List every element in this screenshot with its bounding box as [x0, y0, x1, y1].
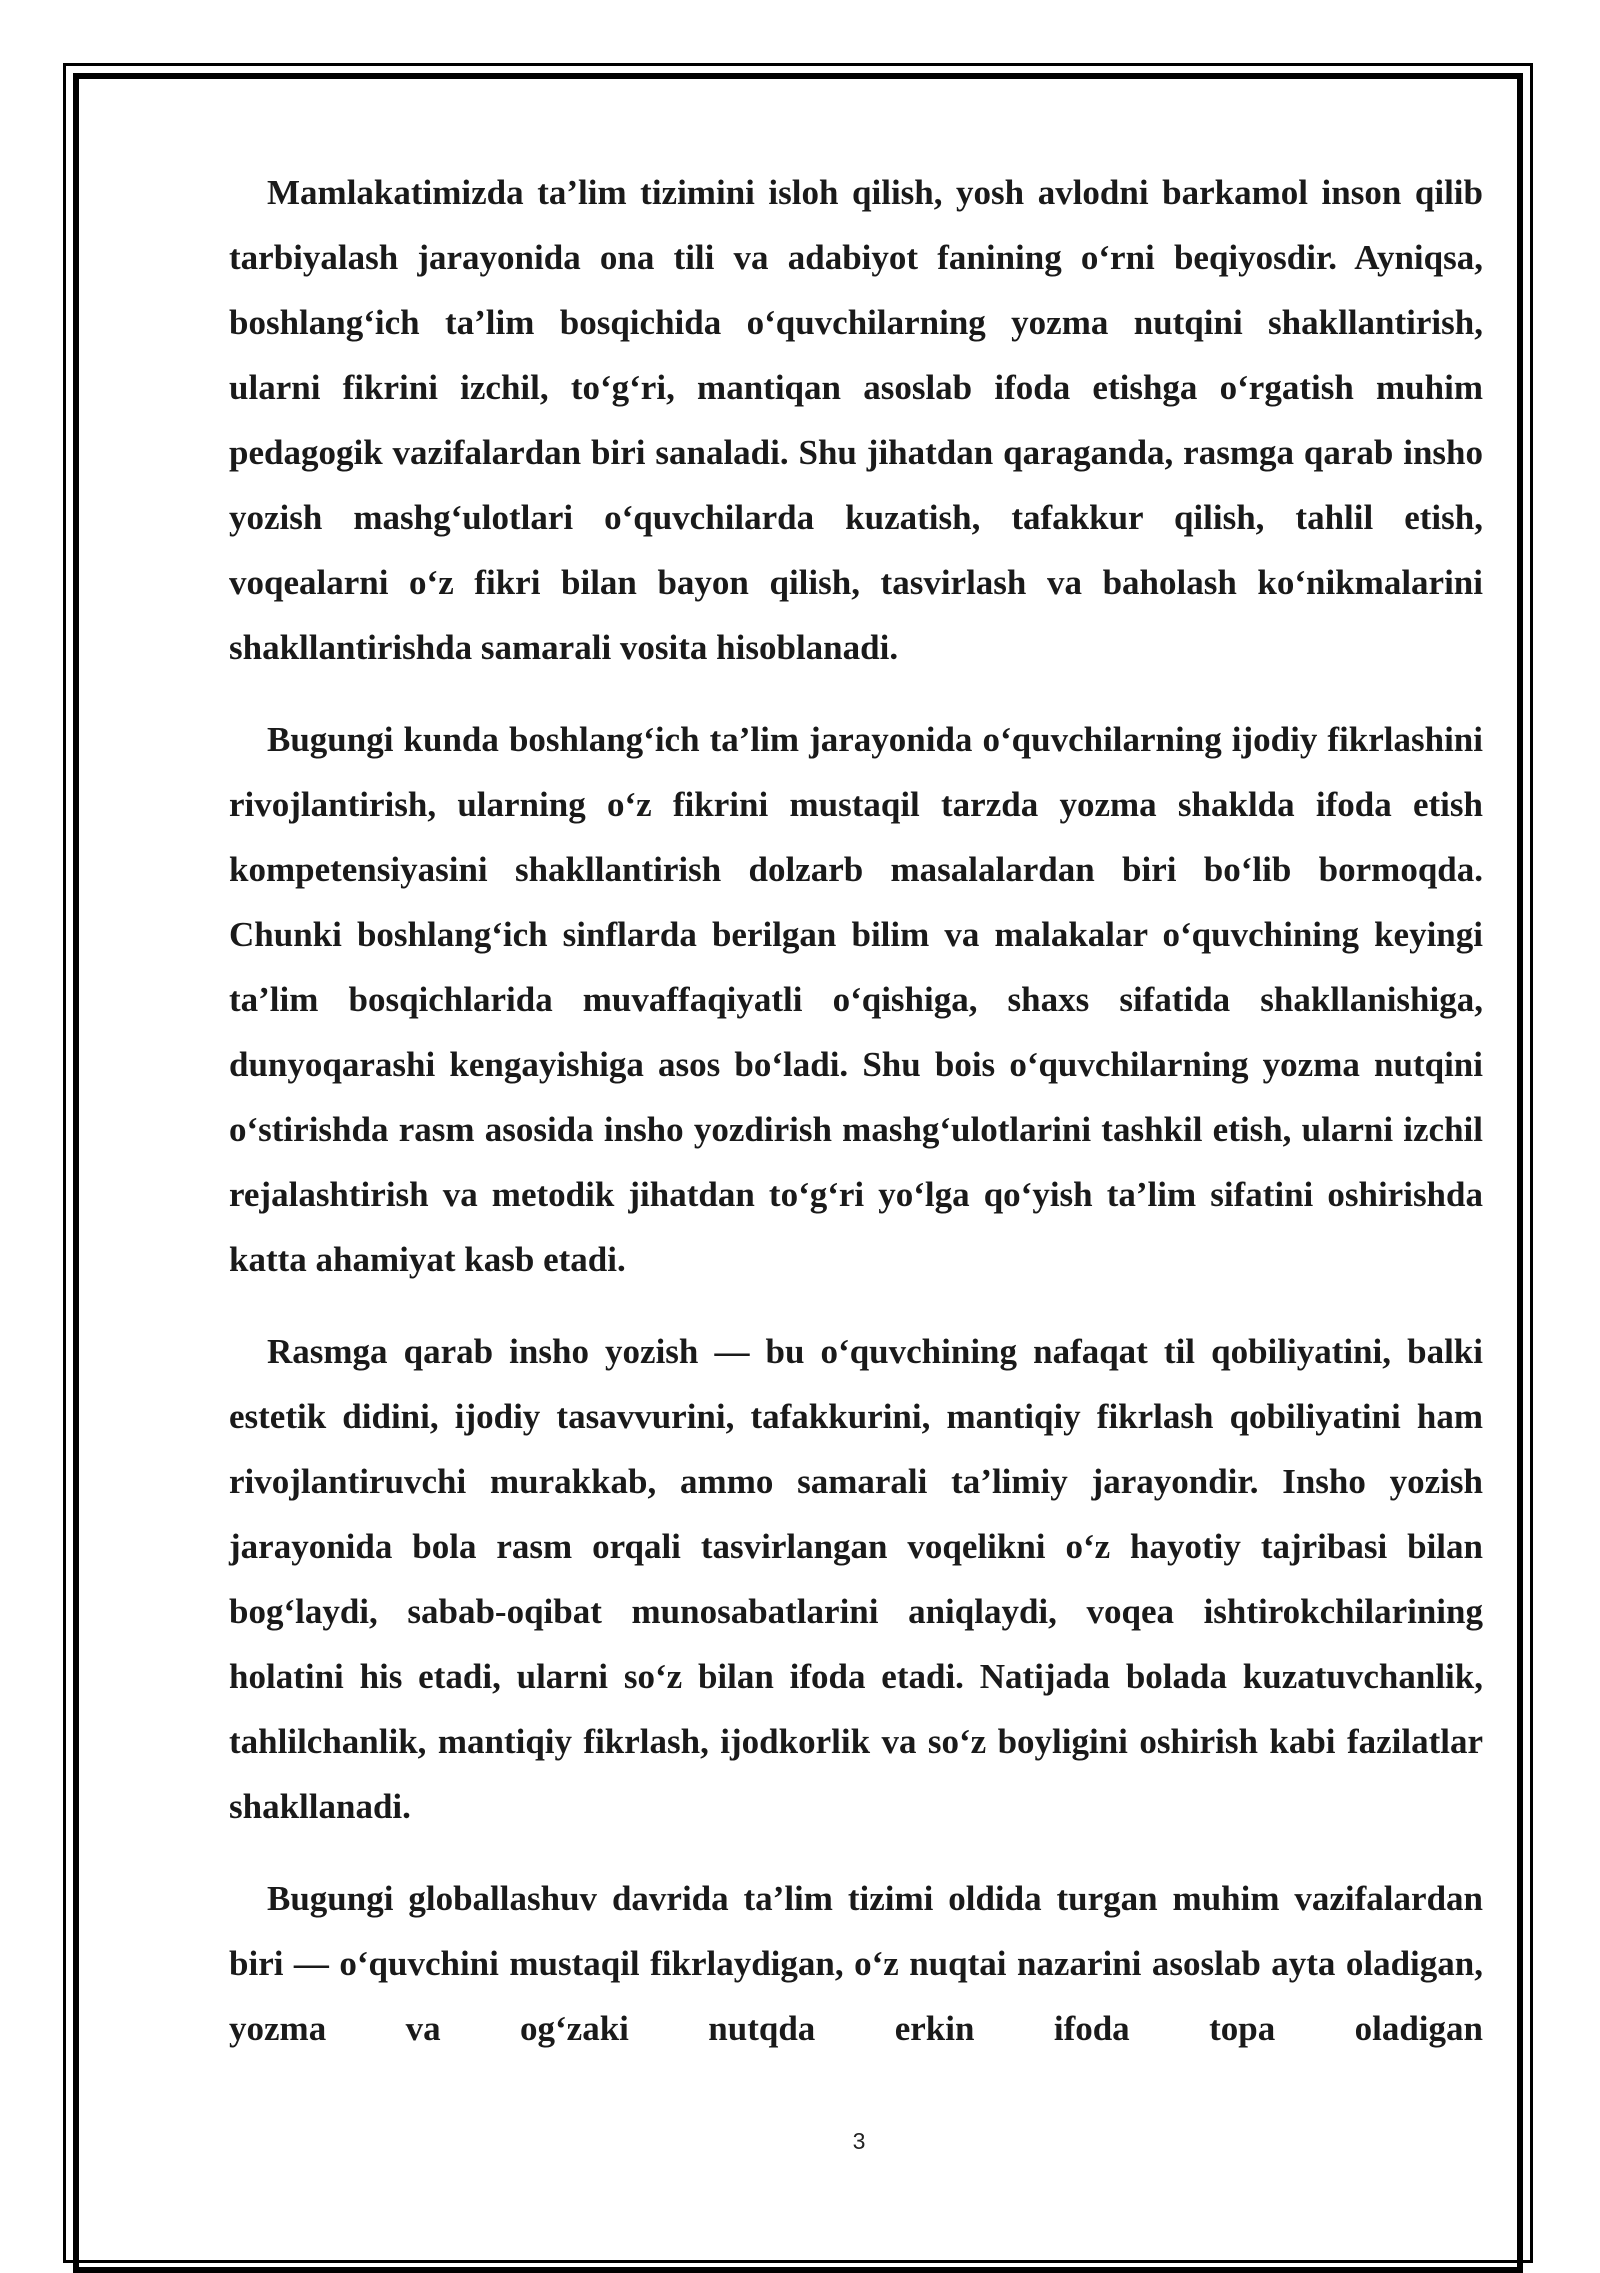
page-number: 3 — [852, 2128, 866, 2154]
paragraph-4: Bugungi globallashuv davrida ta’lim tizimi oldida turgan muhim vazifalardan biri — o‘quvchini mustaqil fikrlaydigan, o‘z nuqtai nazarini asoslab ayta oladigan, yozma va og‘zaki nutqda erkin ifoda topa oladigan — [229, 1879, 1483, 2048]
document-body — [229, 160, 1483, 2088]
paragraph-2: Bugungi kunda boshlang‘ich ta’lim jarayonida o‘quvchilarning ijodiy fikrlashini rivojlantirish, ularning o‘z fikrini mustaqil tarzda yozma shaklda ifoda etish kompetensiyasini shakllantirish dolzarb masalalardan biri bo‘lib bormoqda. Chunki boshlang‘ich sinflarda berilgan bilim va malakalar o‘quvchining keyingi ta’lim bosqichlarida muvaffaqiyatli o‘qishiga, shaxs sifatida shakllanishiga, dunyoqarashi kengayishiga asos bo‘ladi. Shu bois o‘quvchilarning yozma nutqini o‘stirishda rasm asosida insho yozdirish mashg‘ulotlarini tashkil etish, ularni izchil rejalashtirish va metodik jihatdan to‘g‘ri yo‘lga qo‘yish ta’lim sifatini oshirishda katta ahamiyat kasb etadi. — [229, 720, 1483, 1279]
paragraph-3: Rasmga qarab insho yozish — bu o‘quvchining nafaqat til qobiliyatini, balki estetik didini, ijodiy tasavvurini, tafakkurini, mantiqiy fikrlash qobiliyatini ham rivojlantiruvchi murakkab, ammo samarali ta’limiy jarayondir. Insho yozish jarayonida bola rasm orqali tasvirlangan voqelikni o‘z hayotiy tajribasi bilan bog‘laydi, sabab-oqibat munosabatlarini aniqlaydi, voqea ishtirokchilarining holatini his etadi, ularni so‘z bilan ifoda etadi. Natijada bolada kuzatuvchanlik, tahlilchanlik, mantiqiy fikrlash, ijodkorlik va so‘z boyligini oshirish kabi fazilatlar shakllanadi. — [229, 1332, 1483, 1826]
paragraph-1: Mamlakatimizda ta’lim tizimini isloh qilish, yosh avlodni barkamol inson qilib tarbiyalash jarayonida ona tili va adabiyot fanining o‘rni beqiyosdir. Ayniqsa, boshlang‘ich ta’lim bosqichida o‘quvchilarning yozma nutqini shakllantirish, ularni fikrini izchil, to‘g‘ri, mantiqan asoslab ifoda etishga o‘rgatish muhim pedagogik vazifalardan biri sanaladi. Shu jihatdan qaraganda, rasmga qarab insho yozish mashg‘ulotlari o‘quvchilarda kuzatish, tafakkur qilish, tahlil etish, voqealarni o‘z fikri bilan bayon qilish, tasvirlash va baholash ko‘nikmalarini shakllantirishda samarali vosita hisoblanadi. — [229, 173, 1483, 667]
page-number-container — [0, 2128, 1600, 2155]
